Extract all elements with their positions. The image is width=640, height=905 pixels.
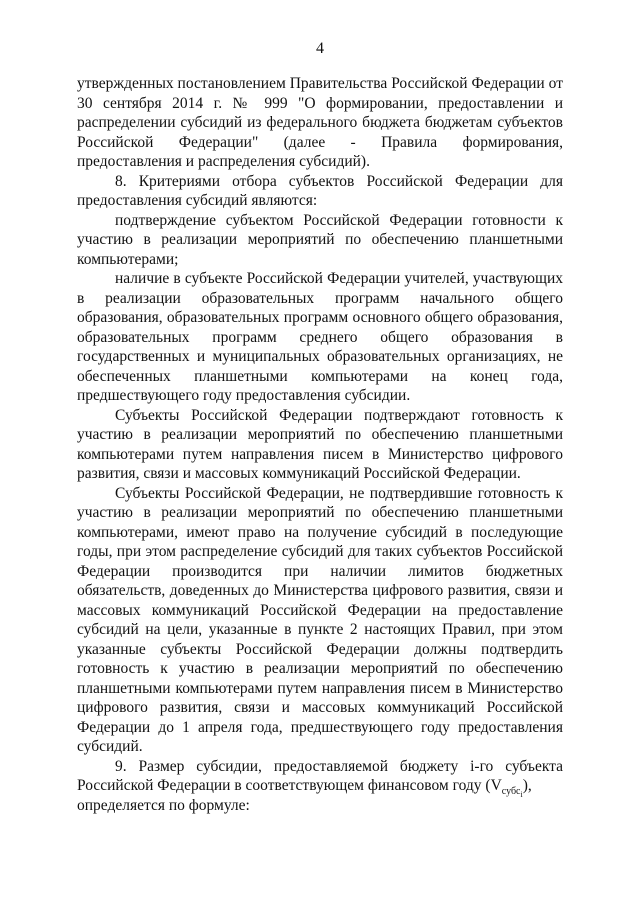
paragraph-criterion-readiness: подтверждение субъектом Российской Федерации готовности к участию в реализации мероприятий по обеспечению планшетными компьютерами; (77, 211, 563, 268)
paragraph-readiness-confirmation: Субъекты Российской Федерации подтверждают готовность к участию в реализации мероприятий по обеспечению планшетными компьютерами путем направления писем в Министерство цифрового развития, связи и массовых коммуникаций Российской Федерации. (77, 406, 563, 482)
formula-variable-symbol: V (490, 777, 502, 794)
paragraph-item-9 (77, 757, 563, 800)
page-number: 4 (316, 40, 324, 57)
paragraph-criterion-teachers: наличие в субъекте Российской Федерации учителей, участвующих в реализации образовательных программ начального общего образования, образовательных программ основного общего образования, образовательных программ среднего общего образования в государственных и муниципальных образовательных организациях, не обеспеченных планшетными компьютерами на конец года, предшествующего году предоставления субсидии. (77, 270, 563, 404)
paragraph-formula-intro: определяется по формуле: (77, 796, 250, 814)
paragraph-item-8: 8. Критериями отбора субъектов Российской Федерации для предоставления субсидий являются: (77, 172, 563, 209)
item-9-text-after: ), (522, 777, 532, 794)
paragraph-unconfirmed-subjects: Субъекты Российской Федерации, не подтвердившие готовность к участию в реализации мероприятий по обеспечению планшетными компьютерами, имеют право на получение субсидий в последующие годы, при этом распределение субсидий для таких субъектов Российской Федерации производится при наличии лимитов бюджетных обязательств, доведенных до Министерства цифрового развития, связи и массовых коммуникаций Российской Федерации на предоставление субсидий на цели, указанные в пункте 2 настоящих Правил, при этом указанные субъекты Российской Федерации должны подтвердить готовность к участию в реализации мероприятий по обеспечению планшетными компьютерами путем направления писем в Министерство цифрового развития, связи и массовых коммуникаций Российской Федерации до 1 апреля года, предшествующего году предоставления субсидий. (77, 484, 563, 755)
formula-variable-subsubscript: i (520, 790, 523, 800)
item-9-text: 9. Размер субсидии, предоставляемой бюджету i-го субъекта Российской Федерации в соответствующем финансовом году ( (77, 757, 563, 794)
document-body (77, 74, 563, 815)
formula-variable (490, 777, 532, 800)
paragraph-rules-reference: утвержденных постановлением Правительства Российской Федерации от 30 сентября 2014 г. № 999 "О формировании, предоставлении и распределении субсидий из федерального бюджета бюджетам субъектов Российской Федерации" (далее - Правила формирования, предоставления и распределения субсидий). (77, 75, 563, 170)
formula-variable-subscript: субс (501, 786, 521, 798)
